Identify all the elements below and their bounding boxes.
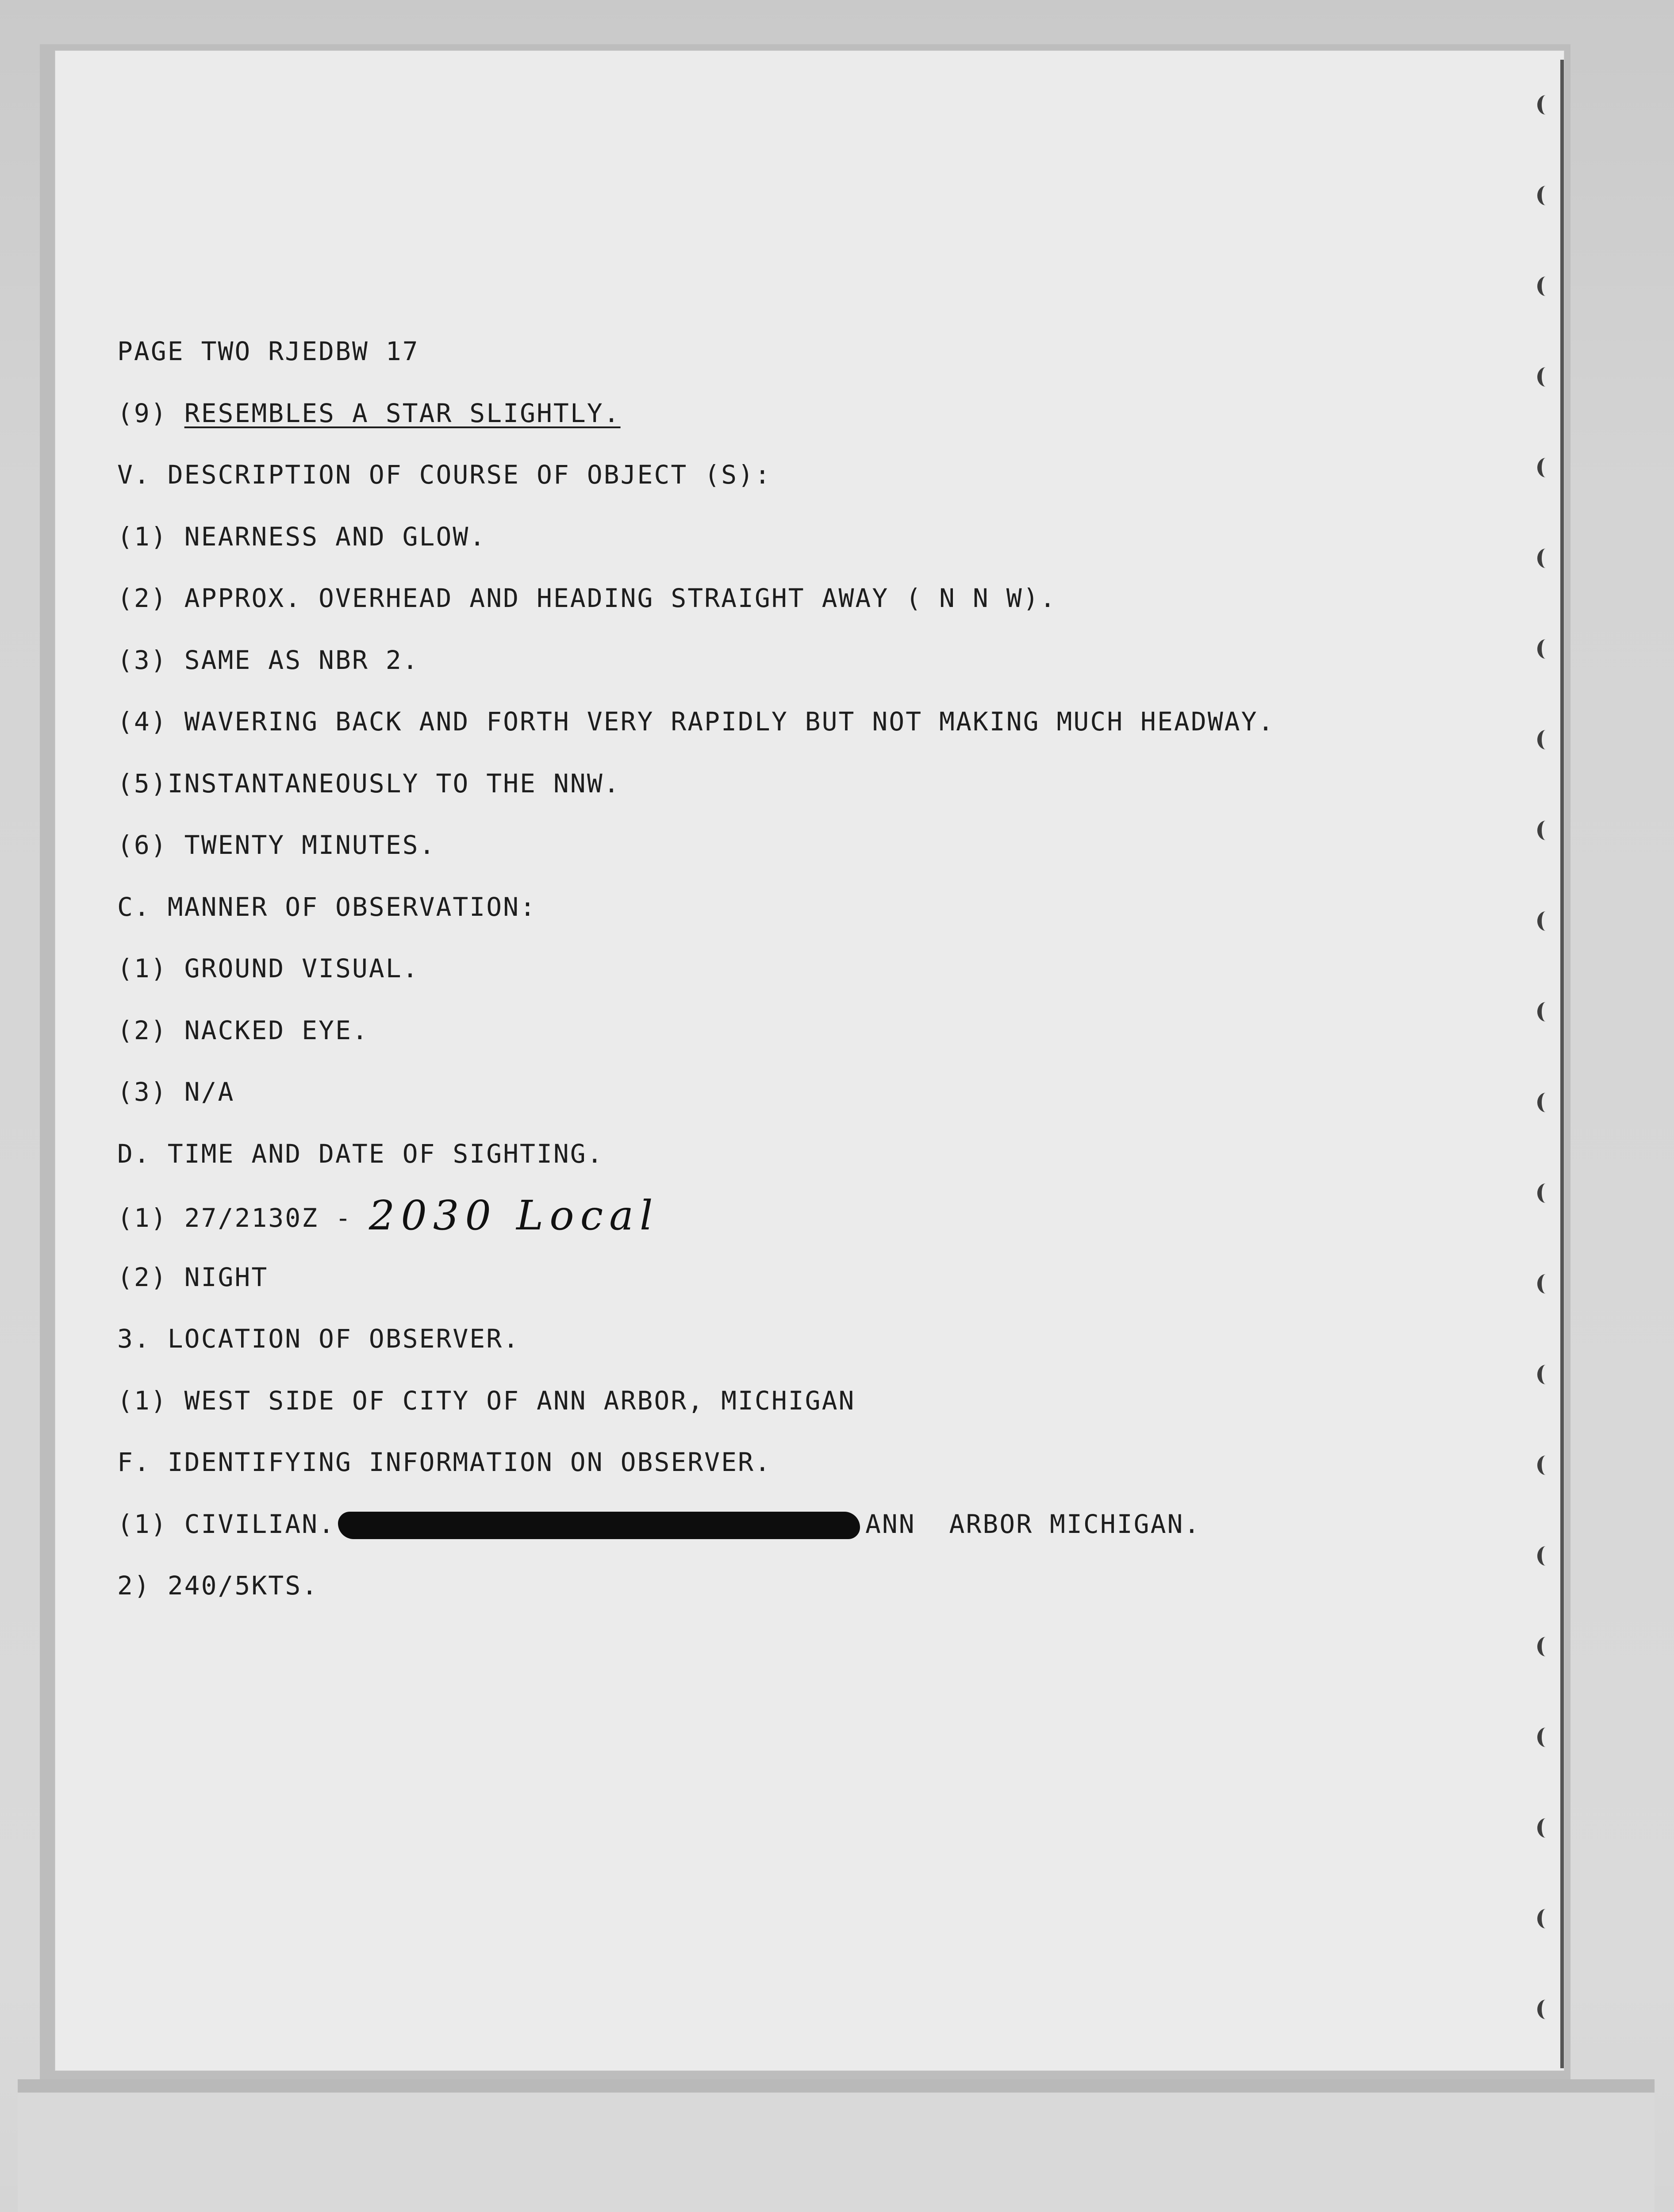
handwritten-note: 2030 Local bbox=[369, 1192, 659, 1239]
feed-hole-icon bbox=[1537, 639, 1554, 659]
observer-item-1-location: ANN ARBOR MICHIGAN. bbox=[865, 1509, 1201, 1539]
course-item-3: (3) SAME AS NBR 2. bbox=[117, 645, 419, 675]
feed-hole-icon bbox=[1537, 730, 1554, 749]
feed-hole-icon bbox=[1537, 1183, 1554, 1203]
feed-hole-icon bbox=[1537, 1818, 1554, 1838]
section-v-heading: V. DESCRIPTION OF COURSE OF OBJECT (S): bbox=[117, 460, 772, 490]
course-item-1: (1) NEARNESS AND GLOW. bbox=[117, 521, 487, 552]
feed-hole-icon bbox=[1537, 1637, 1554, 1656]
feed-hole-icon bbox=[1537, 95, 1554, 115]
bottom-sheet bbox=[18, 2079, 1655, 2212]
course-item-6: (6) TWENTY MINUTES. bbox=[117, 830, 436, 860]
page-header: PAGE TWO RJEDBW 17 bbox=[117, 336, 419, 366]
feed-hole-icon bbox=[1537, 1093, 1554, 1112]
observation-item-1: (1) GROUND VISUAL. bbox=[117, 953, 419, 983]
feed-hole-icon bbox=[1537, 367, 1554, 387]
time-item-2: (2) NIGHT bbox=[117, 1262, 269, 1292]
feed-hole-icon bbox=[1537, 458, 1554, 477]
feed-hole-icon bbox=[1537, 1274, 1554, 1294]
feed-hole-icon bbox=[1537, 1365, 1554, 1384]
section-d-heading: D. TIME AND DATE OF SIGHTING. bbox=[117, 1138, 604, 1169]
tractor-feed-holes bbox=[1511, 51, 1564, 2070]
feed-hole-icon bbox=[1537, 1728, 1554, 1747]
feed-hole-icon bbox=[1537, 1546, 1554, 1566]
section-f-heading: F. IDENTIFYING INFORMATION ON OBSERVER. bbox=[117, 1447, 772, 1477]
observation-item-3: (3) N/A bbox=[117, 1077, 235, 1107]
feed-hole-icon bbox=[1537, 186, 1554, 205]
line-9 bbox=[117, 383, 1489, 445]
feed-hole-icon bbox=[1537, 821, 1554, 840]
observer-item-1 bbox=[117, 1494, 1489, 1555]
feed-hole-icon bbox=[1537, 549, 1554, 568]
observation-item-2: (2) NACKED EYE. bbox=[117, 1015, 369, 1045]
course-item-2: (2) APPROX. OVERHEAD AND HEADING STRAIGHT AWAY ( N N W). bbox=[117, 583, 1057, 613]
observer-item-1-text: (1) CIVILIAN. bbox=[117, 1509, 335, 1539]
wind-item-2: 2) 240/5KTS. bbox=[117, 1571, 319, 1601]
line-9-prefix: (9) bbox=[117, 398, 184, 428]
document-page bbox=[55, 51, 1564, 2070]
location-item-1: (1) WEST SIDE OF CITY OF ANN ARBOR, MICHIGAN bbox=[117, 1385, 856, 1416]
time-item-1 bbox=[117, 1185, 1489, 1247]
course-item-5: (5)INSTANTANEOUSLY TO THE NNW. bbox=[117, 768, 621, 799]
feed-hole-icon bbox=[1537, 1002, 1554, 1022]
feed-hole-icon bbox=[1537, 911, 1554, 931]
feed-hole-icon bbox=[1537, 1455, 1554, 1475]
underlined-phrase: RESEMBLES A STAR SLIGHTLY. bbox=[184, 398, 621, 428]
time-item-1-text: (1) 27/2130Z - bbox=[117, 1203, 369, 1233]
section-3-heading: 3. LOCATION OF OBSERVER. bbox=[117, 1324, 520, 1354]
feed-hole-icon bbox=[1537, 1909, 1554, 1928]
teletype-text bbox=[117, 321, 1489, 1617]
course-item-4: (4) WAVERING BACK AND FORTH VERY RAPIDLY BUT NOT MAKING MUCH HEADWAY. bbox=[117, 707, 1275, 737]
section-c-heading: C. MANNER OF OBSERVATION: bbox=[117, 891, 537, 922]
redaction-bar bbox=[338, 1512, 860, 1539]
feed-hole-icon bbox=[1537, 2000, 1554, 2019]
feed-hole-icon bbox=[1537, 276, 1554, 296]
